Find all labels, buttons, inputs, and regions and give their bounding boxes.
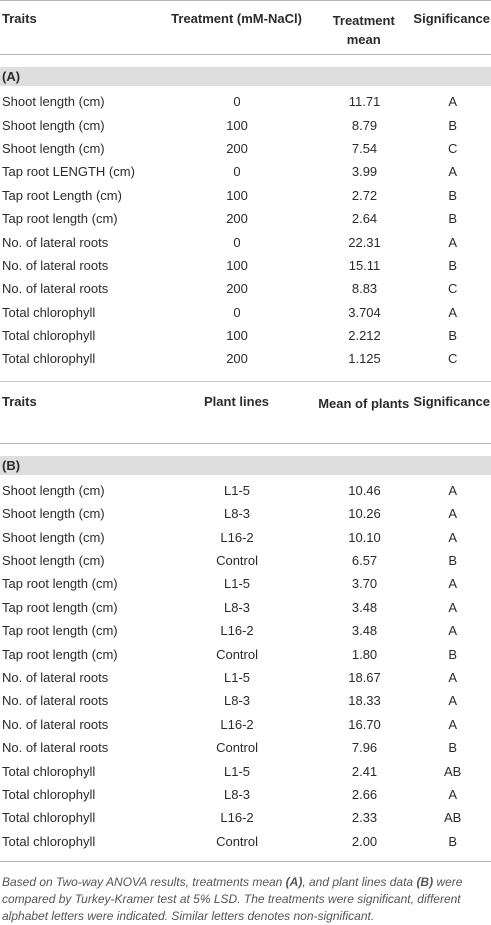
cell-trait: Shoot length (cm) [2,506,105,522]
table-row [0,549,491,572]
cell-mean: 8.83 [351,281,378,297]
footnote-ref-a: (A) [285,874,303,889]
cell-mean: 3.48 [351,623,378,639]
cell-significance: B [448,740,457,756]
cell-trait: No. of lateral roots [2,716,109,732]
table-row [0,642,491,665]
cell-significance: A [448,670,457,685]
cell-trait: No. of lateral roots [2,740,109,756]
table-row [0,619,491,642]
table-footnote [0,862,491,925]
cell-significance: A [448,693,457,709]
footnote-text: , and plant lines data [302,874,417,889]
cell-group: L8-3 [224,506,251,522]
cell-significance: A [448,599,457,615]
cell-group: 100 [226,257,248,273]
cell-mean: 18.67 [348,670,381,685]
cell-group: 100 [226,187,248,203]
cell-mean: 18.33 [348,693,381,709]
cell-mean: 3.704 [348,304,381,320]
header-rule [0,443,491,444]
cell-group: Control [216,740,258,756]
table-row [0,137,491,160]
cell-mean: 7.96 [351,740,378,756]
cell-trait: Shoot length (cm) [2,117,105,133]
cell-mean: 2.41 [351,763,378,779]
cell-significance: A [448,234,457,250]
table-a-header [0,1,491,54]
table-row [0,689,491,712]
cell-trait: No. of lateral roots [2,281,109,297]
table-row [0,113,491,136]
table-row [0,502,491,525]
table-row [0,184,491,207]
cell-mean: 3.48 [351,599,378,615]
cell-trait: Total chlorophyll [2,328,96,344]
cell-trait: Total chlorophyll [2,763,96,779]
cell-significance: B [448,553,457,569]
cell-mean: 2.33 [351,810,378,826]
cell-trait: Shoot length (cm) [2,140,105,156]
cell-group: 0 [233,164,241,180]
cell-trait: Tap root LENGTH (cm) [2,164,135,180]
cell-group: L1-5 [224,482,251,498]
cell-mean: 1.125 [348,351,381,367]
cell-trait: Shoot length (cm) [2,529,105,545]
cell-significance: B [448,833,457,849]
table-row [0,230,491,253]
header-significance: Significance [413,11,490,26]
table-b-header [0,382,491,443]
section-a-label: (A) [0,67,491,86]
cell-group: 100 [226,117,248,133]
header-significance: Significance [413,393,490,409]
cell-group: 0 [233,234,241,250]
cell-significance: A [448,482,457,498]
cell-group: L8-3 [224,786,251,802]
cell-significance: A [448,623,457,639]
cell-trait: Tap root length (cm) [2,599,118,615]
cell-trait: No. of lateral roots [2,693,109,709]
cell-group: L1-5 [224,763,251,779]
cell-significance: C [447,351,458,367]
cell-significance: B [448,646,457,662]
cell-significance: A [448,786,457,802]
cell-mean: 11.71 [348,94,381,110]
header-rule [0,54,491,55]
table-row [0,277,491,300]
cell-significance: A [448,529,457,545]
header-plant-lines: Plant lines [204,393,270,409]
cell-mean: 16.70 [348,716,381,732]
cell-group: 200 [226,351,248,367]
cell-group: Control [216,833,258,849]
cell-significance: A [448,576,457,592]
cell-group: 0 [233,304,241,320]
table-row [0,160,491,183]
table-row [0,806,491,829]
table-row [0,783,491,806]
table-row [0,90,491,113]
cell-trait: Total chlorophyll [2,351,96,367]
cell-mean: 8.79 [351,117,378,133]
cell-significance: B [448,328,457,344]
cell-significance: B [448,257,457,273]
cell-trait: No. of lateral roots [2,670,109,685]
cell-significance: A [448,304,457,320]
table-row [0,525,491,548]
cell-mean: 6.57 [351,553,378,569]
table-row [0,736,491,759]
table-row [0,347,491,370]
cell-mean: 2.66 [351,786,378,802]
table-row [0,301,491,324]
cell-mean: 22.31 [348,234,381,250]
table-row [0,713,491,736]
cell-trait: Tap root Length (cm) [2,187,122,203]
cell-group: 0 [233,94,241,110]
table-row [0,759,491,782]
header-traits: Traits [2,393,37,409]
cell-significance: A [448,94,457,110]
cell-significance: A [448,506,457,522]
cell-significance: B [448,187,457,203]
cell-trait: Shoot length (cm) [2,482,105,498]
cell-group: L8-3 [224,693,251,709]
cell-significance: C [447,281,458,297]
cell-trait: Total chlorophyll [2,810,96,826]
cell-trait: Tap root length (cm) [2,623,118,639]
cell-trait: Shoot length (cm) [2,94,105,110]
header-treatment-mean: Treatment mean [332,13,395,47]
table-row [0,830,491,853]
table-row [0,254,491,277]
cell-significance: C [447,140,458,156]
footnote-text: were compared by Turkey-Kramer test at 5% LSD. The treatments were significant, different alphabet letters were indicated. Similar letters denotes non-significant. [2,874,463,923]
cell-mean: 2.72 [351,187,378,203]
table-row [0,666,491,689]
footnote-ref-b: (B) [416,874,434,889]
cell-group: L16-2 [220,529,254,545]
cell-mean: 15.11 [348,257,381,273]
table-row [0,479,491,502]
cell-group: L1-5 [224,670,251,685]
cell-significance: B [448,117,457,133]
cell-trait: Total chlorophyll [2,304,96,320]
cell-group: 200 [226,140,248,156]
cell-significance: B [448,211,457,227]
header-mean-of-plants: Mean of plants [318,395,410,411]
cell-group: Control [216,553,258,569]
table-row [0,324,491,347]
cell-group: L8-3 [224,599,251,615]
cell-trait: Shoot length (cm) [2,553,105,569]
cell-mean: 3.99 [351,164,378,180]
cell-group: 200 [226,211,248,227]
cell-significance: AB [443,763,462,779]
cell-mean: 10.46 [348,482,381,498]
cell-trait: Total chlorophyll [2,833,96,849]
footnote-text: Based on Two-way ANOVA results, treatments mean [2,874,286,889]
cell-mean: 7.54 [351,140,378,156]
cell-group: L16-2 [220,623,254,639]
cell-group: Control [216,646,258,662]
cell-trait: Tap root length (cm) [2,576,118,592]
cell-group: 100 [226,328,248,344]
table-row [0,572,491,595]
cell-mean: 10.26 [348,506,381,522]
cell-trait: Total chlorophyll [2,786,96,802]
cell-significance: A [448,716,457,732]
cell-trait: No. of lateral roots [2,257,109,273]
cell-mean: 10.10 [348,529,381,545]
section-b-label: (B) [0,456,491,475]
cell-mean: 2.00 [351,833,378,849]
header-treatment: Treatment (mM-NaCl) [171,11,302,26]
cell-group: L16-2 [220,810,254,826]
table-row [0,596,491,619]
header-traits: Traits [2,11,37,26]
cell-trait: Tap root length (cm) [2,211,118,227]
cell-group: 200 [226,281,248,297]
cell-significance: AB [443,810,462,826]
cell-trait: No. of lateral roots [2,234,109,250]
cell-mean: 3.70 [351,576,378,592]
cell-group: L1-5 [224,576,251,592]
table-a-body [0,90,491,371]
cell-group: L16-2 [220,716,254,732]
cell-mean: 2.64 [351,211,378,227]
cell-mean: 2.212 [348,328,381,344]
cell-significance: A [448,164,457,180]
table-row [0,207,491,230]
table-b-body [0,479,491,853]
cell-mean: 1.80 [351,646,378,662]
cell-trait: Tap root length (cm) [2,646,118,662]
